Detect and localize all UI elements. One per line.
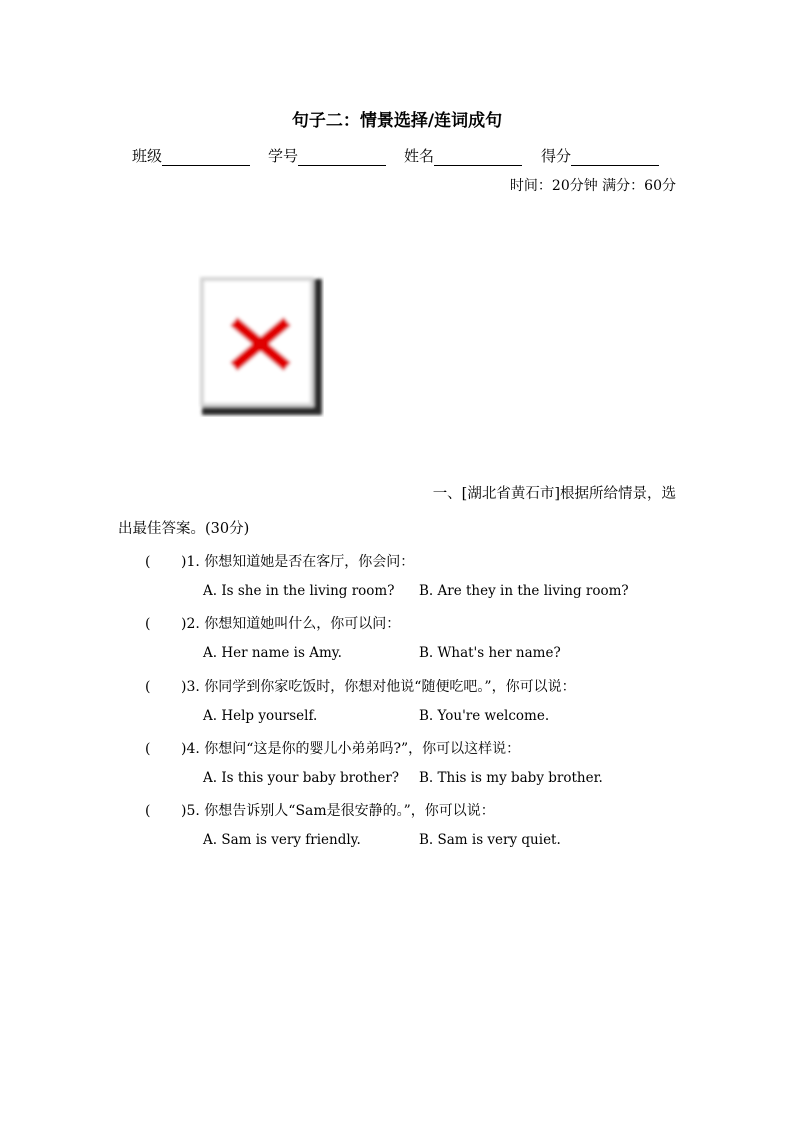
- section1-heading-line1: 一、[湖北省黄石市]根据所给情景，选: [432, 486, 676, 502]
- class-field: [132, 145, 250, 166]
- option-a: A. Is she in the living room?: [203, 583, 395, 599]
- question-number: )3.: [181, 679, 200, 695]
- name-field: [404, 145, 522, 166]
- number-blank[interactable]: [298, 151, 386, 166]
- option-a: A. Sam is very friendly.: [203, 832, 361, 848]
- question-number: )4.: [181, 741, 200, 757]
- name-label: 姓名: [404, 147, 435, 165]
- option-b: B. You're welcome.: [419, 708, 550, 724]
- question-text: 你同学到你家吃饭时，你想对他说“随便吃吧。”，你可以说：: [204, 679, 576, 695]
- number-field: [268, 145, 386, 166]
- question-text: 你想知道她是否在客厅，你会问：: [204, 554, 415, 570]
- question-5: [145, 800, 495, 820]
- score-field: [541, 145, 659, 166]
- option-b: B. This is my baby brother.: [419, 770, 603, 786]
- broken-image-icon: [198, 273, 324, 417]
- option-b: B. What's her name?: [419, 645, 561, 661]
- question-text: 你想告诉别人“Sam是很安静的。”，你可以说：: [204, 803, 495, 819]
- question-number: )2.: [181, 616, 200, 632]
- time-info: 时间：20分钟 满分：60分: [509, 178, 676, 194]
- answer-paren[interactable]: (: [145, 741, 151, 757]
- class-label: 班级: [132, 147, 163, 165]
- question-2: [145, 613, 400, 633]
- section1-heading-line2: 出最佳答案。(30分): [118, 521, 250, 537]
- page-title: 句子二：情景选择/连词成句: [291, 111, 503, 131]
- question-1: [145, 551, 414, 571]
- answer-paren[interactable]: (: [145, 679, 151, 695]
- score-blank[interactable]: [571, 151, 659, 166]
- class-blank[interactable]: [162, 151, 250, 166]
- option-b: B. Sam is very quiet.: [419, 832, 561, 848]
- question-3: [145, 676, 576, 696]
- option-a: A. Is this your baby brother?: [203, 770, 400, 786]
- answer-paren[interactable]: (: [145, 616, 151, 632]
- question-number: )1.: [181, 554, 200, 570]
- question-text: 你想知道她叫什么，你可以问：: [204, 616, 401, 632]
- question-number: )5.: [181, 803, 200, 819]
- number-label: 学号: [268, 147, 299, 165]
- question-text: 你想问“这是你的婴儿小弟弟吗?”，你可以这样说：: [204, 741, 521, 757]
- score-label: 得分: [541, 147, 572, 165]
- answer-paren[interactable]: (: [145, 554, 151, 570]
- name-blank[interactable]: [434, 151, 522, 166]
- option-b: B. Are they in the living room?: [419, 583, 629, 599]
- option-a: A. Her name is Amy.: [203, 645, 342, 661]
- question-4: [145, 738, 520, 758]
- option-a: A. Help yourself.: [203, 708, 318, 724]
- answer-paren[interactable]: (: [145, 803, 151, 819]
